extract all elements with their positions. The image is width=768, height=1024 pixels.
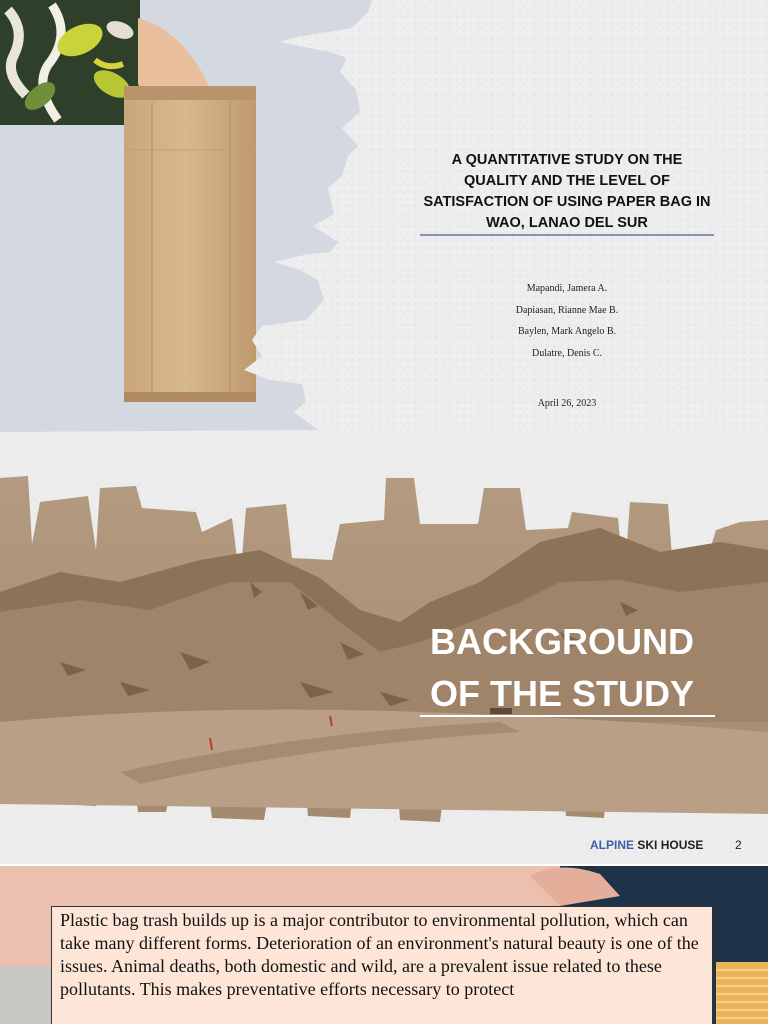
section-title-line-2: OF THE STUDY bbox=[430, 673, 695, 714]
title-slide bbox=[0, 0, 768, 432]
page-number: 2 bbox=[735, 838, 742, 852]
background-slide bbox=[0, 432, 768, 864]
section-title-divider bbox=[420, 715, 715, 717]
author-name: Dapiasan, Rianne Mae B. bbox=[515, 304, 619, 316]
section-title-line-1: BACKGROUND bbox=[430, 621, 694, 662]
author-name: Dulatre, Denis C. bbox=[532, 347, 602, 359]
content-slide bbox=[0, 866, 768, 1024]
background-paragraph: Plastic bag trash builds up is a major contributor to environmental pollution, which can take many different forms. Deterioration of an environment's natural beauty is one of the issues. Animal deaths, both domestic and wild, are a prevalent issue related to these pollutants. This makes preventative efforts necessary to protect bbox=[60, 910, 699, 999]
section-title bbox=[430, 616, 760, 720]
footer-brand bbox=[590, 838, 703, 852]
title-divider bbox=[420, 234, 714, 236]
paper-bag-photo bbox=[0, 0, 380, 432]
presentation-date: April 26, 2023 bbox=[537, 398, 597, 409]
footer-brand-accent: ALPINE bbox=[590, 838, 635, 852]
footer-brand-rest: SKI HOUSE bbox=[634, 838, 704, 852]
author-name: Mapandi, Jamera A. bbox=[526, 283, 608, 294]
author-name: Baylen, Mark Angelo B. bbox=[517, 326, 617, 337]
author-list bbox=[420, 278, 714, 364]
study-title: A QUANTITATIVE STUDY ON THE QUALITY AND THE LEVEL OF SATISFACTION OF USING PAPER BAG IN WAO, LANAO DEL SUR bbox=[423, 152, 711, 231]
background-text-box bbox=[51, 906, 713, 1024]
